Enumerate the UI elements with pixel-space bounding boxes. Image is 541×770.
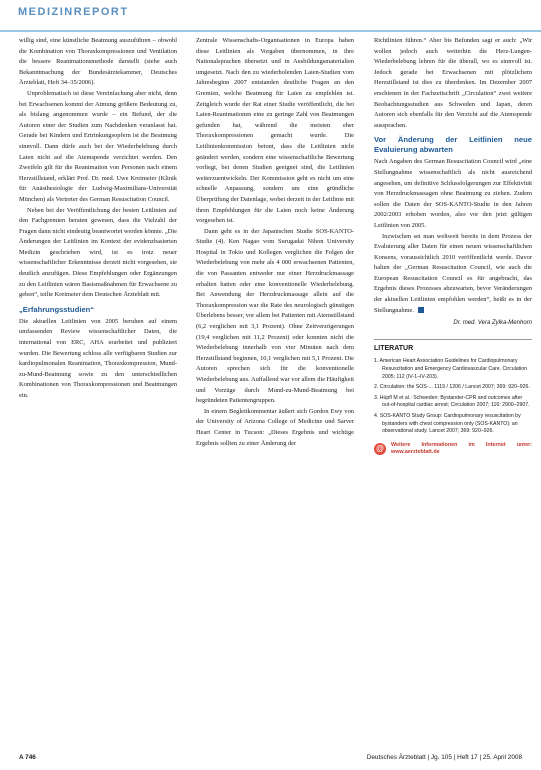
end-mark-icon bbox=[418, 307, 424, 313]
col3-paragraph-text: Inzwischen sei man weltweit bereits in dem Prozess der Evaluierung aller Daten für einen neuen wissenschaftlichen Konsens, voraussichtlich 2010 veröffentlicht werde. Davor halten der „German Resuscitation Council, wie auch die European Resuscitation Council es für angebracht, das Ergebnis dieses Prozesses abzuwarten, bevor Veränderungen der aktuellen Leitlinien empfohlen werden“, heißt es in der Stellungnahme. bbox=[374, 232, 532, 314]
section-title: MEDIZINREPORT bbox=[18, 6, 129, 18]
literature-heading: LITERATUR bbox=[374, 344, 414, 352]
col2-paragraph: Zentrale Wissenschafts-Organisationen in Europa haben diese Leitlinien als Vorgaben übernommen, in ihre Nationalsprachen übersetzt und in Ausbildungsmaterialien umgesetzt. Nach den zu wiederholenden Laien-Studien vom Jahresbeginn 2007 entstanden deutliche Fragen an den Gremien, welche Beatmung für Laien zu empfehlen ist. Zeitgleich wurde der Rat einer Studie veröffentlicht, die bei Laien-Reanimationen eine zu geringe Zahl von Beatmungen gefunden hat, während die meisten eher Thoraxkompressionen gemacht wurde. Die Leitlinienkommission betont, dass die Leitlinien nicht geändert werden, sondern eine wissenschaftliche Bewertung vorliegt, bei denen Studien geeignet sind, die Leitlinien weiterzuentwickeln. Der Kommission geht es nicht um eine schnelle Anpassung, sondern um eine gründliche Überprüfung der Datenlage, wobei derzeit in der Leitlinie mit ihren Empfehlungen für die Laien noch keine Änderung vorgesehen ist. bbox=[196, 37, 354, 225]
web-note[interactable] bbox=[374, 442, 532, 456]
literature-item: 1. American Heart Association Guidelines for Cardiopulmonary Resuscitation and Emergency Cardiovascular Care. Circulation 2005; 112 (IV-1–IV-203). bbox=[374, 358, 528, 380]
page-footer bbox=[0, 748, 541, 770]
col3-subhead: Vor Änderung der Leitlinien neue Evaluierung abwarten bbox=[374, 135, 532, 155]
col1-subhead: „Erfahrungsstudien“ bbox=[19, 304, 95, 314]
literature-item: 2. Circulation: the SOS-... 1119 / 1206 / Lancet 2007; 369: 920–926. bbox=[374, 384, 530, 391]
internet-icon: @ bbox=[374, 443, 386, 455]
col3-paragraph bbox=[374, 232, 532, 317]
column-2 bbox=[196, 36, 354, 449]
column-3 bbox=[374, 36, 532, 456]
page-number: A 746 bbox=[19, 754, 36, 761]
page-header bbox=[0, 0, 541, 32]
journal-citation: Deutsches Ärzteblatt | Jg. 105 | Heft 17 | 25. April 2008 bbox=[366, 754, 522, 761]
col2-paragraph: In einem Begleitkommentar äußert sich Gordon Ewy von der University of Arizona College of Medicine und Sarver Heart Center in Tucson: „Dieses Ergebnis und wichtige Ergebnis sollten zu einer Änderung der bbox=[196, 407, 354, 447]
author-byline: Dr. med. Vera Zylka-Menhorn bbox=[453, 320, 532, 327]
literature-box bbox=[374, 339, 532, 456]
literature-item: 3. Hüpfl M et al.: Schweden: Bystander-CPR and outcomes after out-of-hospital cardiac arrest; Circulation 2007; 116: 2900–2907. bbox=[374, 394, 530, 409]
literature-item: 4. SOS-KANTO Study Group: Cardiopulmonary resuscitation by bystanders with chest compression only (SOS-KANTO): an observational study. Lancet 2007; 369: 920–926. bbox=[374, 413, 521, 435]
web-note-text: Weitere Informationen im Internet unter: www.aerzteblatt.de bbox=[391, 441, 532, 455]
col3-paragraph: Richtlinien führen.“ Aber bis Befunden sagt er auch: „Wir wollen jedoch auch weiterhin die Herz-Lungen-Wiederbelebung lehren für die überall, wo es sinnvoll ist. Jedoch gerade bei Erwachsenen mit plötzlichem Herzstillstand ist dies zu überdenken. Im Dezember 2007 erschienen in der Fachzeitschrift „Circulation“ zwei weitere Beobachtungsstudien aus Schweden und Japan, deren Autoren sich ebenfalls für den Verzicht auf die Atemspende aussprachen. bbox=[374, 37, 532, 129]
column-1 bbox=[19, 36, 177, 402]
col1-paragraph: Die aktuellen Leitlinien von 2005 beruhen auf einem umfassenden Review wissenschaftlicher Daten, die international von ERC, AHA erarbeitet und publiziert wurden. Die Bewertung schloss alle verfügbaren Studien zur kardiopulmonalen Reanimation, Thoraxkompression, Mund-zu-Mund-Beatmung sowie zu den unterschiedlichen Kombinationen von Thoraxkompressionen und Beatmungen ein. bbox=[19, 317, 177, 399]
col1-paragraph: willig sind, eine künstliche Beatmung auszuführen – obwohl die Kombination von Thoraxkompressionen und Ventilation die bessere Reanimationsmethode darstellt (siehe auch Bekanntmachung der Bundesärztekammer, Deutsches Ärzteblatt, Heft 34–35/2006). bbox=[19, 37, 177, 87]
col1-paragraph: Unproblematisch ist diese Vereinfachung aber nicht, denn bei Erwachsenen kommt der Atmung größere Bedeutung zu, als bislang angenommen wurde – ein Befund, der die Autoren einer der Studien zum Nachdenken veranlasst hat. Gerade bei Kindern und Ertrinkungsopfern ist die Beatmung sinnvoll. Dann dürfe auch bei der Wiederbelebung durch Laien nicht auf die Atemspende verzichtet werden. Den Zweifeln gilt für die Reanimation von Personen nach einem Herzstillstand, erklärt Prof. Dr. med. Uwe Kreimeier (Klinik für Anästhesiologie der Ludwig-Maximilians-Universität München) als Vertreter des German Resuscitation Council. bbox=[19, 89, 177, 203]
col3-paragraph: Nach Angaben des German Resuscitation Council wird „eine Stellungnahme wissenschaftlich als nicht ausreichend angesehen, um definitive Schlussfolgerungen zur Effektivität von Herzdruckmassagen ohne Beatmung zu ziehen. Zudem sollen die Daten der SOS-KANTO-Studie in den Jahren 2002/2003 erhoben worden, also vor den jetzt gültigen Leitlinien von 2005. bbox=[374, 158, 532, 229]
col1-paragraph: Neben bei der Veröffentlichung der besten Leitlinien auf den Fachgremien beraten gewesen, dass die Vielzahl der Fragen dann nicht eindeutig beantwortet werden könnte. „Die Änderungen der Leitlinien im Kontext der evidenzbasierten Medizin geschrieben wird, ist es trotz neuer wissenschaftlicher Erkenntnisse derzeit nicht vorgesehen, sie deutlich anzufügen. Diese Empfehlungen oder Ergänzungen zu den Leitlinien wären Basismaßnahmen für Erwachsene zu geben“, teilte Kreimeier dem Deutschen Ärzteblatt mit. bbox=[19, 206, 177, 299]
col2-paragraph: Dann geht es in der Japanischen Studie SOS-KANTO-Studie (4). Ken Nagao vom Surugadai Nihon University Hospital in Tokio und Kollegen verglichen die Folgen der Wiederbelebung von mehr als 4 000 erwachsenen Patienten, die von Passanten entweder nur einer Herzdruckmassage erhalten hatten oder eine konventionelle Wiederbelebung. Bei Anwendung der Herzdruckmassage allein auf die Thoraxkompression war die Rate des neurologisch günstigen Überlebens besser, vor allem bei Patienten mit Atemstillstand (6,2 verglichen mit 3,1 Prozent). Ohne Zeitverzögerungen (19,4 verglichen mit 11,2 Prozent) oder konnten nicht die Wiederbelebung innerhalb von vier Minuten nach dem Herzstillstand beginnen, 10,1 verglichen mit 5,1 Prozent. Die Autoren sprechen sich für die konventionelle Wiederbelebung aus. Auffallend war vor allem die Häufigkeit und Vorzüge durch Mund-zu-Mund-Beatmung bei begründeten Patientengruppen. bbox=[196, 227, 354, 405]
